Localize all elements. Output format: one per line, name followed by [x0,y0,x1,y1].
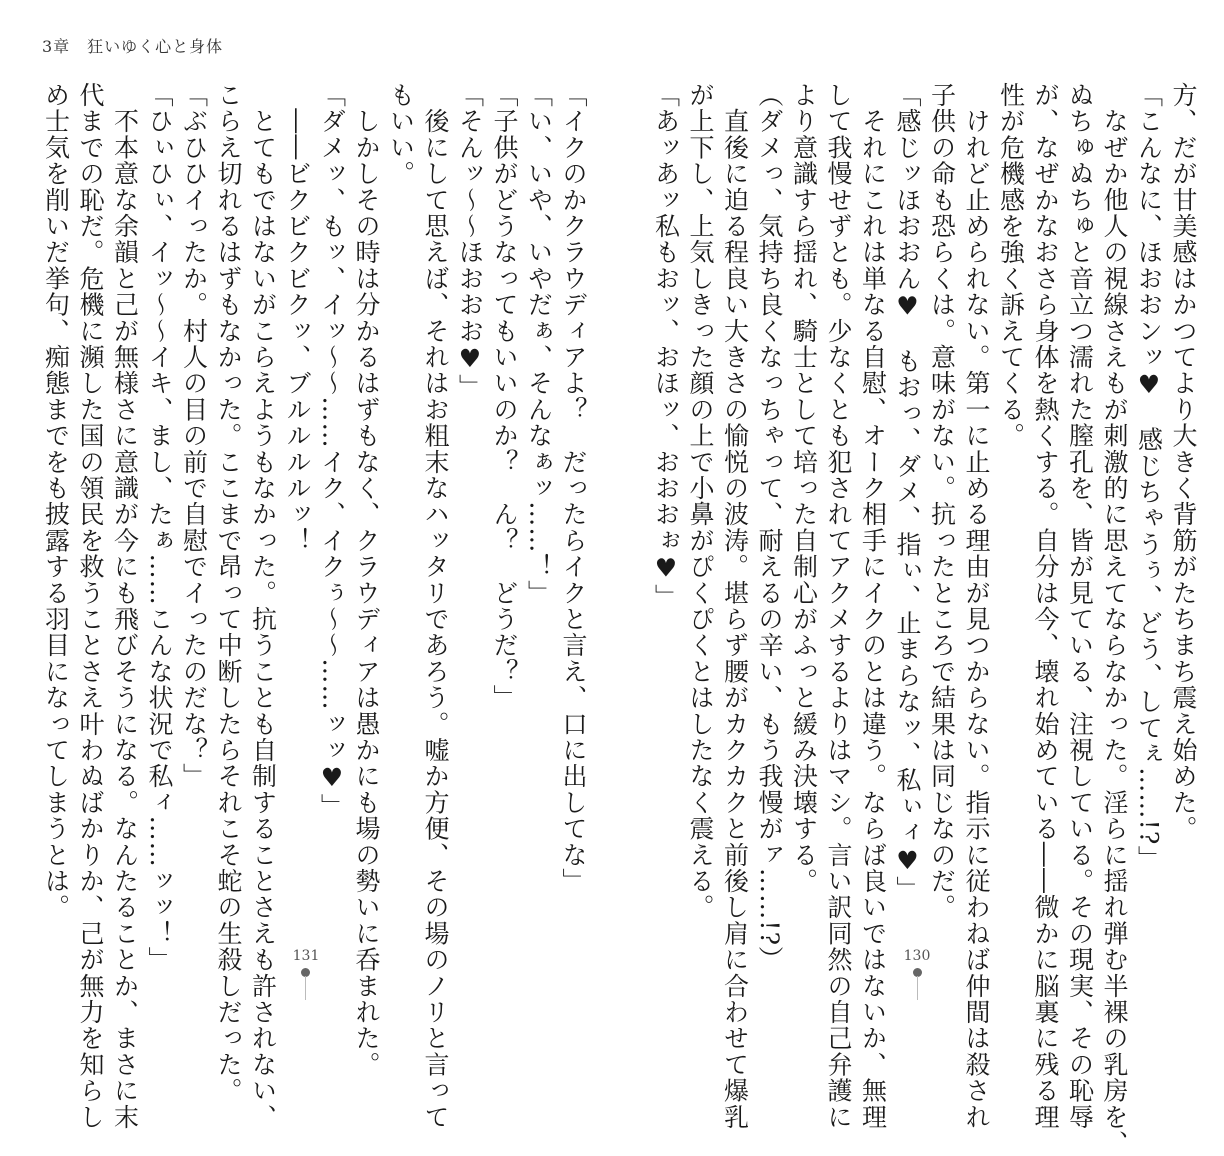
text-line: 不本意な余韻と己が無様さに意識が今にも飛びそうになる。なんたることか、まさに末 [110,82,140,1130]
running-head-chapter-title: 3章 狂いゆく心と身体 [42,37,224,56]
text-line: 「こんなに、ほおおンッ♥ 感じちゃうぅ、どう、してぇ……!?」 [1134,82,1164,872]
text-line: とてもではないがこらえようもなかった。抗うことも自制することさえも許されない、 [248,82,278,1130]
text-line: （ダメっ、気持ち良くなっちゃって、耐えるの辛い、もう我慢がァ……!?） [755,82,784,973]
text-line: ――ビクビクビクッ、ブルルルルッ！ [283,82,312,554]
folio-rule [917,976,918,1000]
text-line: 「感じッほおおん♥ もおっ、ダメ、指ぃ、止まらなッ、私ぃィ♥」 [893,82,922,903]
page-number-130: 130 [903,948,931,964]
text-line: して我慢せずとも。少なくとも犯されてアクメするよりはマシ。言い訳同然の自己弁護に [824,82,853,1130]
text-line: 「イクのかクラウディアよ？ だったらイクと言え、口に出してな」 [559,82,588,895]
text-line: しかしその時は分かるはずもなく、クラウディアは愚かにも場の勢いに呑まれた。 [352,82,381,1078]
page-number-131: 131 [292,948,320,964]
text-line: 「ダメッ、もッ、イッ～～……イク、イクぅ～～……ッッ♥」 [317,82,347,820]
text-line: 「ぶひひイったか。村人の目の前で自慰でイったのだな？」 [179,82,209,790]
text-line: め士気を削いだ挙句、痴態までをも披露する羽目になってしまうとは。 [41,82,71,921]
text-line: 後にして思えば、それはお粗末なハッタリであろう。嘘か方便、その場のノリと言って [421,82,450,1130]
text-line: 方、だが甘美感はかつてより大きく背筋がたちまち震え始めた。 [1169,82,1198,842]
text-line: もいい。 [386,82,416,187]
text-line: 「ひぃひぃ、イッ～～イキ、まし、たぁ……こんな状況で私ィ……ッッ！」 [145,82,174,973]
text-line: 直後に迫る程良い大きさの愉悦の波涛。堪らず腰がカクカクと前後し肩に合わせて爆乳 [720,82,750,1130]
text-line: 代までの恥だ。危機に瀕した国の領民を救うことさえ叶わぬばかりか、己が無力を知らし [76,82,105,1130]
text-line: 「い、いや、いやだぁ、そんなぁッ……！」 [524,82,554,606]
text-line: ぬちゅぬちゅと音立つ濡れた膣孔を、皆が見ている、注視している。その現実、その恥辱 [1065,82,1095,1130]
text-line: 子供の命も恐らくは。意味がない。抗ったところで結果は同じなのだ。 [927,82,957,921]
text-line: なぜか他人の視線さえもが刺激的に思えてならなかった。淫らに揺れ弾む半裸の乳房を、 [1100,82,1129,1156]
text-line: 性が危機感を強く訴えてくる。 [996,82,1026,449]
text-line: こらえ切れるはずもなかった。ここまで昂って中断したらそれこそ蛇の生殺しだった。 [214,82,243,1104]
text-line: けれど止められない。第一に止める理由が見つからない。指示に従わねば仲間は殺され [962,82,991,1130]
text-line: 「そんッ～～ほおおお♥」 [455,82,485,401]
text-line: 「子供がどうなってもいいのか？ ん？ どうだ？」 [490,82,519,711]
text-line: より意識すら揺れ、騎士として培った自制心がふっと緩み決壊する。 [789,82,819,895]
text-line: が上下し、上気しきった顔の上で小鼻がぴくぴくとはしたなく震える。 [686,82,715,921]
folio-rule [305,976,306,1000]
text-line: 「あッあッ私もおッ、おほッ、おおおぉ♥」 [651,82,681,610]
text-line: それにこれは単なる自慰、オーク相手にイクのとは違う。ならば良いではないか、無理 [858,82,888,1130]
text-line: が、なぜかなおさら身体を熱くする。自分は今、壊れ始めている――微かに脳裏に残る理 [1031,82,1060,1130]
